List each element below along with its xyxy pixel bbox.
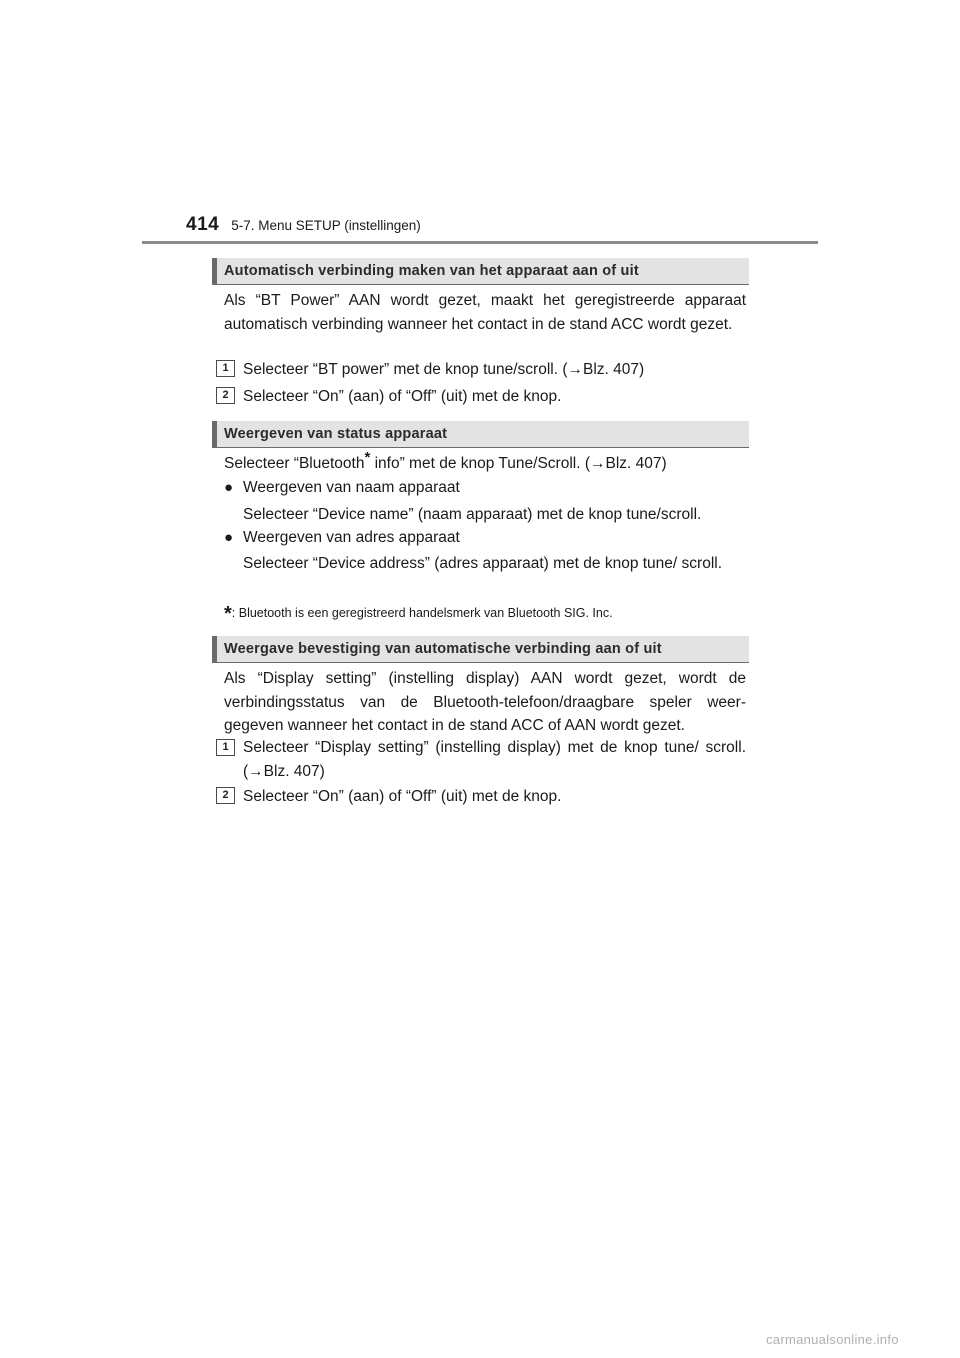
detail-device-address: Selecteer “Device address” (adres apparaat) met de knop tune/ scroll. <box>243 555 723 572</box>
bluetooth-info-text-b: info” met de knop Tune/Scroll. (→Blz. 407) <box>370 455 667 472</box>
heading-auto-connect-text: Automatisch verbinding maken van het apparaat aan of uit <box>224 263 639 279</box>
footnote-text: : Bluetooth is een geregistreerd handelsmerk van Bluetooth SIG. Inc. <box>231 606 613 620</box>
step-badge-2: 2 <box>216 387 235 404</box>
section-title: 5-7. Menu SETUP (instellingen) <box>231 218 421 233</box>
heading-device-status-text: Weergeven van status apparaat <box>224 426 448 442</box>
watermark: carmanualsonline.info <box>766 1332 899 1347</box>
step-text-on-off: Selecteer “On” (aan) of “Off” (uit) met de knop. <box>243 788 562 805</box>
step-badge-2: 2 <box>216 787 235 804</box>
heading-auto-connect <box>212 258 749 285</box>
page-header <box>186 214 421 236</box>
step-text-2: Selecteer “On” (aan) of “Off” (uit) met de knop. <box>243 388 562 405</box>
step-badge-1: 1 <box>216 360 235 377</box>
bluetooth-info-text-a: Selecteer “Bluetooth <box>224 455 365 472</box>
bullet-icon: ● <box>224 479 234 496</box>
bullet-icon: ● <box>224 529 234 546</box>
trademark-asterisk: * <box>364 448 371 466</box>
heading-display-confirmation-text: Weergave bevestiging van automatische verbinding aan of uit <box>224 641 662 657</box>
heading-display-confirmation <box>212 636 749 663</box>
header-rule <box>142 241 818 244</box>
paragraph-bluetooth-info <box>224 448 667 476</box>
paragraph-display-setting: Als “Display setting” (instelling display) AAN wordt gezet, wordt de verbindingsstatus van de Bluetooth-telefoon/draagbare speler weer-gegeven wanneer het contact in de stand ACC of AAN wordt gezet. <box>224 670 746 734</box>
page-number: 414 <box>186 214 220 235</box>
bullet-label-device-address: Weergeven van adres apparaat <box>243 529 460 546</box>
step-badge-1: 1 <box>216 739 235 756</box>
footnote-trademark <box>224 603 613 626</box>
step-text-display-setting: Selecteer “Display setting” (instelling display) met de knop tune/ scroll. (→Blz. 407) <box>243 739 746 780</box>
footnote-asterisk: * <box>224 603 232 625</box>
step-text-1: Selecteer “BT power” met de knop tune/scroll. (→Blz. 407) <box>243 361 645 378</box>
detail-device-name: Selecteer “Device name” (naam apparaat) met de knop tune/scroll. <box>243 506 702 523</box>
heading-device-status <box>212 421 749 448</box>
paragraph-bt-power: Als “BT Power” AAN wordt gezet, maakt het geregistreerde apparaat automatisch verbinding wanneer het contact in de stand ACC wordt gezet. <box>224 292 746 333</box>
bullet-label-device-name: Weergeven van naam apparaat <box>243 479 460 496</box>
